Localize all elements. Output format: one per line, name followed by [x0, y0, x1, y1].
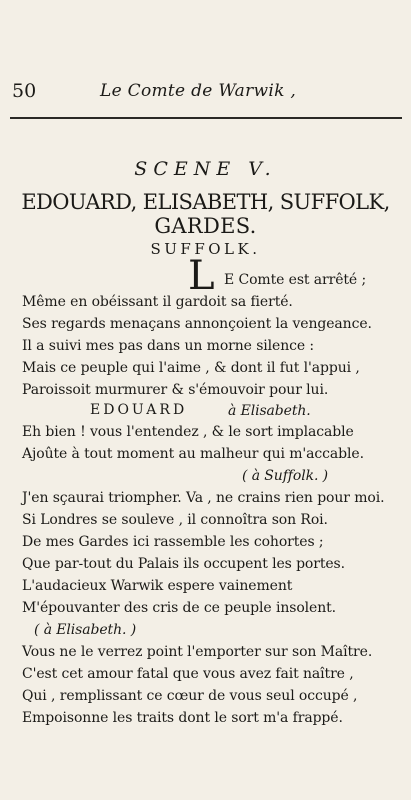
- speaker-edouard: EDOUARD: [90, 402, 188, 418]
- scene-title: SCENE V.: [134, 158, 277, 180]
- verse-line: Eh bien ! vous l'entendez , & le sort implacable: [22, 424, 354, 440]
- verse-line: L'audacieux Warwik espere vainement: [22, 578, 293, 594]
- verse-line: J'en sçaurai triompher. Va , ne crains rien pour moi.: [22, 490, 385, 506]
- characters-line-1: EDOUARD, ELISABETH, SUFFOLK,: [21, 190, 390, 214]
- characters-line-2: GARDES.: [154, 214, 257, 238]
- header-rule: [10, 117, 402, 119]
- verse-line: Qui , remplissant ce cœur de vous seul occupé ,: [22, 688, 358, 704]
- verse-line: Paroissoit murmurer & s'émouvoir pour lui.: [22, 382, 329, 398]
- drop-cap: L: [188, 253, 215, 299]
- verse-line: M'épouvanter des cris de ce peuple insolent.: [22, 600, 337, 616]
- verse-line: E Comte est arrêté ;: [224, 272, 367, 288]
- speaker-suffolk: SUFFOLK.: [150, 240, 261, 258]
- stage-direction: ( à Elisabeth. ): [34, 622, 137, 638]
- verse-line: Il a suivi mes pas dans un morne silence :: [22, 338, 315, 354]
- verse-line: C'est cet amour fatal que vous avez fait naître ,: [22, 666, 354, 682]
- verse-line: Empoisonne les traits dont le sort m'a frappé.: [22, 710, 343, 726]
- verse-line: De mes Gardes ici rassemble les cohortes ;: [22, 534, 324, 550]
- verse-line: Ajoûte à tout moment au malheur qui m'accable.: [22, 446, 364, 462]
- stage-direction: à Elisabeth.: [228, 403, 311, 419]
- verse-line: Vous ne le verrez point l'emporter sur son Maître.: [22, 644, 373, 660]
- running-title: Le Comte de Warwik ,: [100, 81, 297, 101]
- verse-line: Mais ce peuple qui l'aime , & dont il fut l'appui ,: [22, 360, 360, 376]
- page-header: [12, 80, 402, 110]
- verse-line: Même en obéissant il gardoit sa fierté.: [22, 294, 293, 310]
- page-number: 50: [12, 80, 37, 102]
- verse-line: Ses regards menaçans annonçoient la vengeance.: [22, 316, 372, 332]
- stage-direction: ( à Suffolk. ): [242, 468, 329, 484]
- verse-line: Que par-tout du Palais ils occupent les portes.: [22, 556, 345, 572]
- verse-line: Si Londres se souleve , il connoîtra son Roi.: [22, 512, 328, 528]
